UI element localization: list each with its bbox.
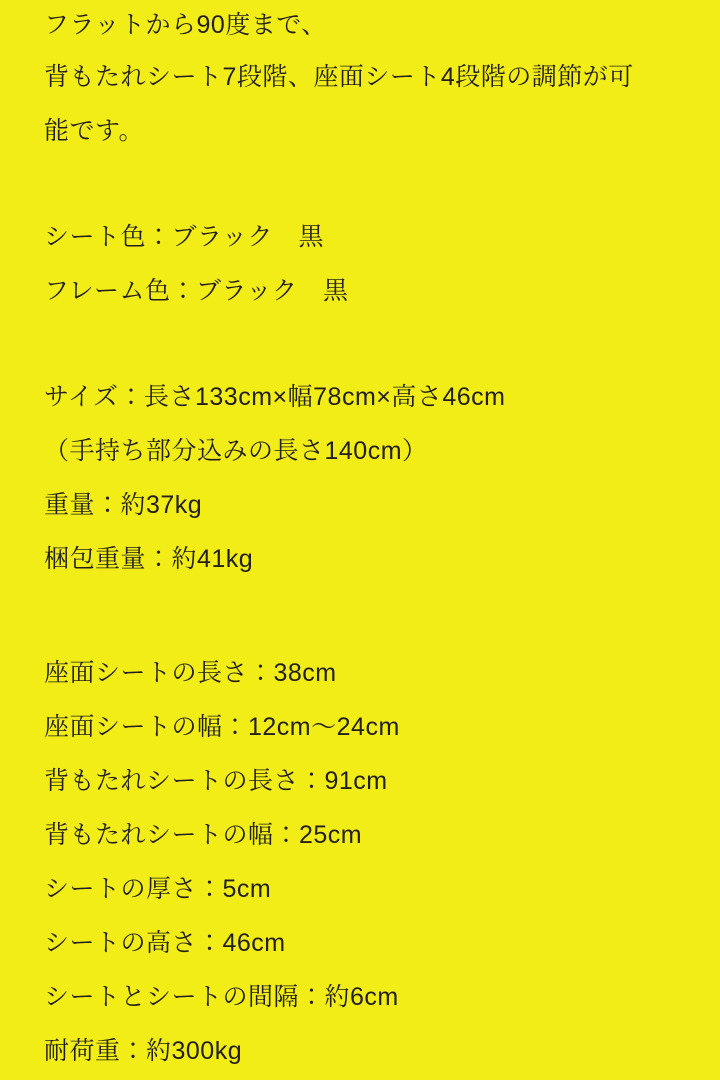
seat-height-line: シートの高さ：46cm [44,929,286,957]
seat-color-line: シート色：ブラック 黒 [44,223,325,251]
intro-line-2: 背もたれシート7段階、座面シート4段階の調節が可 [44,63,634,91]
backrest-length-line: 背もたれシートの長さ：91cm [44,767,388,795]
package-weight-line: 梱包重量：約41kg [44,545,254,573]
detail-section [44,646,676,1078]
intro-paragraph [44,0,676,158]
seat-thickness-line: シートの厚さ：5cm [44,875,272,903]
load-capacity-line: 耐荷重：約300kg [44,1037,243,1065]
size-section [44,370,676,586]
intro-line-3: 能です。 [44,117,145,145]
seat-length-line: 座面シートの長さ：38cm [44,659,337,687]
frame-color-line: フレーム色：ブラック 黒 [44,277,349,305]
size-line: サイズ：長さ133cm×幅78cm×高さ46cm [44,383,506,411]
colors-section [44,210,676,318]
spacer-after-intro [44,158,676,210]
backrest-width-line: 背もたれシートの幅：25cm [44,821,363,849]
spacer-after-size [44,586,676,646]
weight-line: 重量：約37kg [44,491,203,519]
seat-gap-line: シートとシートの間隔：約6cm [44,983,399,1011]
spacer-after-colors [44,318,676,370]
handle-length-line: （手持ち部分込みの長さ140cm） [44,437,428,465]
intro-line-1: フラットから90度まで、 [44,11,327,39]
seat-width-line: 座面シートの幅：12cm〜24cm [44,713,400,741]
